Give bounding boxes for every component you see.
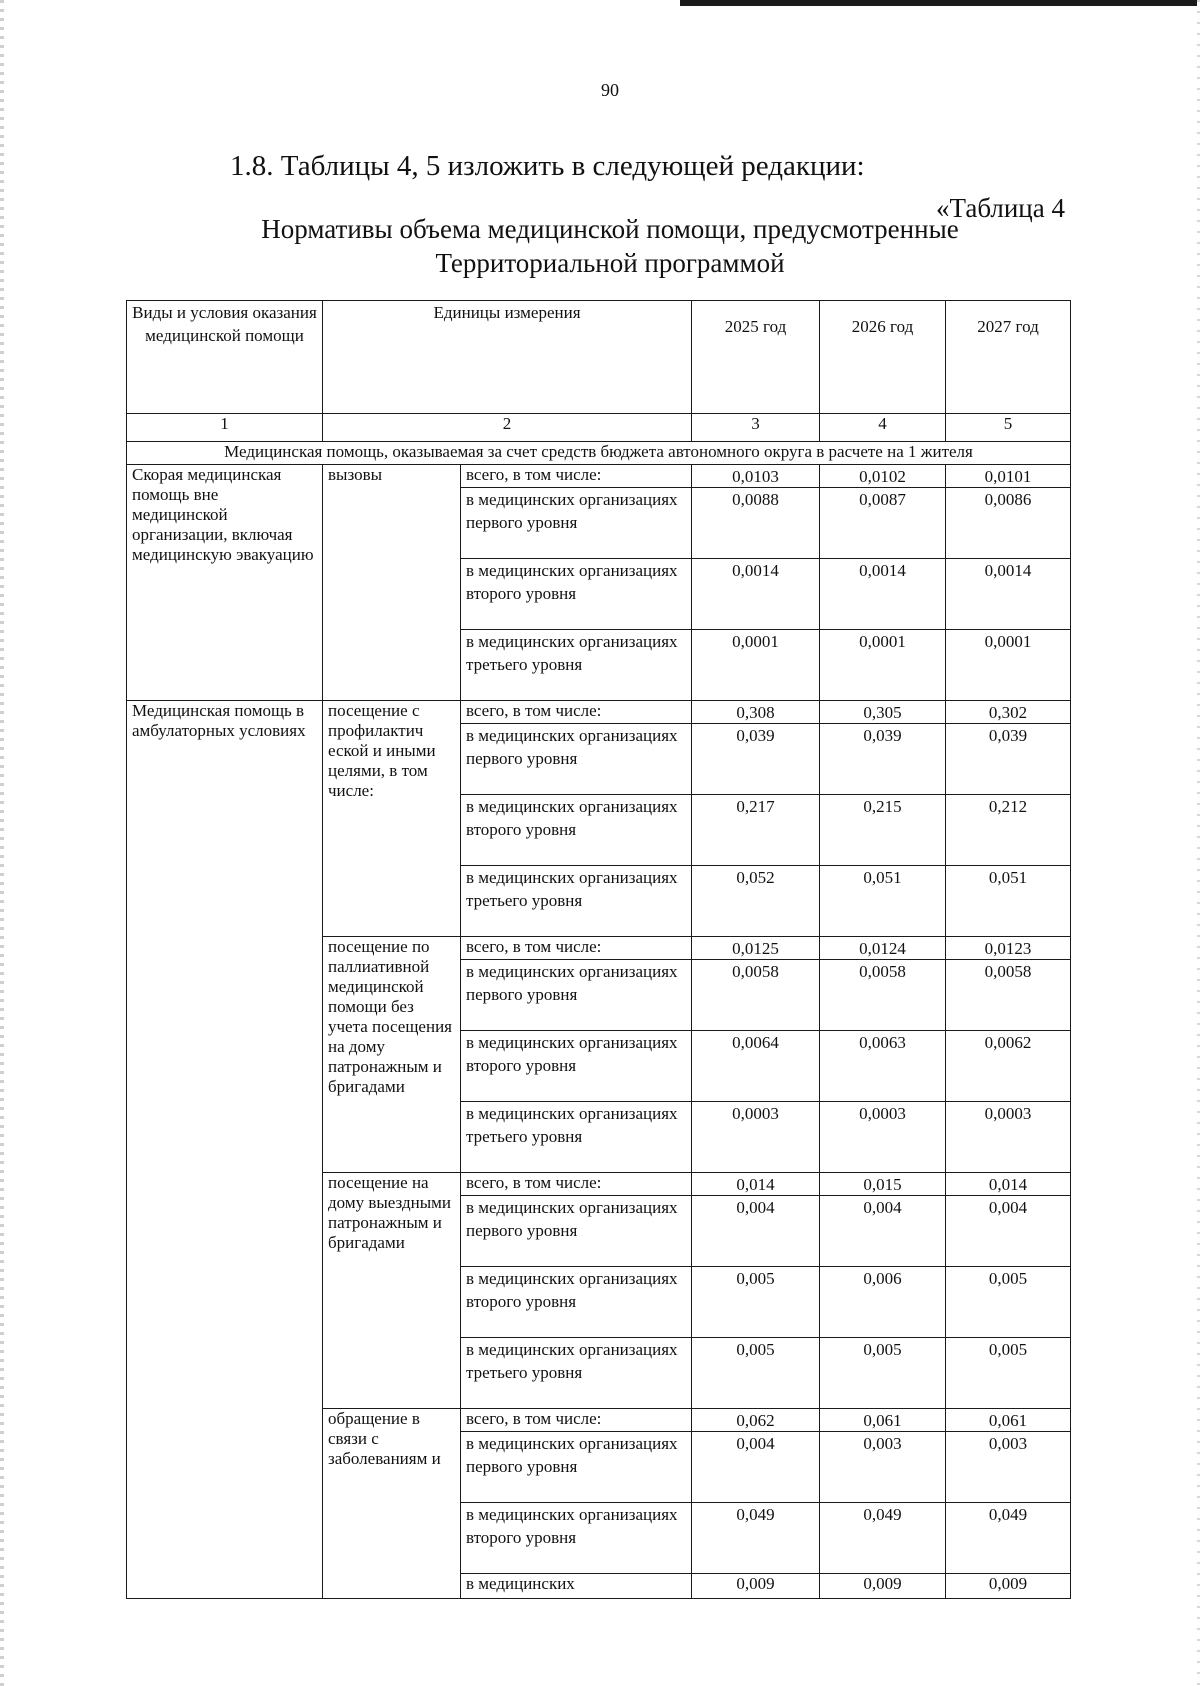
page-number: 90 <box>601 80 619 100</box>
value-2026: 0,005 <box>820 1338 946 1409</box>
value-2026: 0,015 <box>820 1173 946 1196</box>
value-2025: 0,062 <box>692 1409 820 1432</box>
value-2026: 0,0003 <box>820 1102 946 1173</box>
value-2025: 0,004 <box>692 1432 820 1503</box>
value-2025: 0,308 <box>692 701 820 724</box>
unit-cell: вызовы <box>323 465 461 701</box>
value-2025: 0,049 <box>692 1503 820 1574</box>
table-title-line-2: Территориальной программой <box>435 248 785 278</box>
value-2026: 0,0063 <box>820 1031 946 1102</box>
value-2026: 0,061 <box>820 1409 946 1432</box>
value-2025: 0,217 <box>692 795 820 866</box>
level-label: в медицинских организациях второго уровня <box>461 1503 692 1574</box>
value-2027: 0,005 <box>946 1338 1071 1409</box>
care-type-cell: Скорая медицинская помощь вне медицинской организации, включая медицинскую эвакуацию <box>127 465 323 701</box>
value-2027: 0,0001 <box>946 630 1071 701</box>
section-heading: 1.8. Таблицы 4, 5 изложить в следующей редакции: <box>230 150 865 182</box>
value-2025: 0,014 <box>692 1173 820 1196</box>
value-2027: 0,302 <box>946 701 1071 724</box>
value-2027: 0,039 <box>946 724 1071 795</box>
header-unit: Единицы измерения <box>323 301 692 414</box>
level-label: в медицинских организациях третьего уровня <box>461 1338 692 1409</box>
value-2025: 0,005 <box>692 1267 820 1338</box>
value-2026: 0,0087 <box>820 488 946 559</box>
value-2027: 0,0062 <box>946 1031 1071 1102</box>
value-2026: 0,305 <box>820 701 946 724</box>
level-label: всего, в том числе: <box>461 937 692 960</box>
level-label: в медицинских организациях второго уровня <box>461 559 692 630</box>
value-2027: 0,051 <box>946 866 1071 937</box>
value-2026: 0,0124 <box>820 937 946 960</box>
level-label: в медицинских организациях первого уровня <box>461 724 692 795</box>
value-2026: 0,0001 <box>820 630 946 701</box>
table-row <box>127 701 1071 724</box>
column-number-row <box>127 414 1071 442</box>
value-2027: 0,005 <box>946 1267 1071 1338</box>
value-2025: 0,004 <box>692 1196 820 1267</box>
value-2027: 0,003 <box>946 1432 1071 1503</box>
table-header-row <box>127 301 1071 414</box>
value-2027: 0,004 <box>946 1196 1071 1267</box>
level-label: всего, в том числе: <box>461 1173 692 1196</box>
value-2026: 0,039 <box>820 724 946 795</box>
value-2027: 0,0123 <box>946 937 1071 960</box>
value-2025: 0,009 <box>692 1574 820 1599</box>
unit-cell: обращение в связи с заболеваниям и <box>323 1409 461 1599</box>
unit-cell: посещение по паллиативной медицинской помощи без учета посещения на дому патронажным и бригадами <box>323 937 461 1173</box>
value-2027: 0,0101 <box>946 465 1071 488</box>
value-2026: 0,009 <box>820 1574 946 1599</box>
section-row <box>127 442 1071 465</box>
column-number: 2 <box>323 414 692 442</box>
table-title <box>0 212 1200 280</box>
level-label: в медицинских организациях третьего уровня <box>461 1102 692 1173</box>
value-2027: 0,0003 <box>946 1102 1071 1173</box>
level-label: всего, в том числе: <box>461 465 692 488</box>
value-2026: 0,003 <box>820 1432 946 1503</box>
value-2025: 0,0125 <box>692 937 820 960</box>
column-number: 1 <box>127 414 323 442</box>
level-label: в медицинских организациях второго уровня <box>461 1267 692 1338</box>
section-title: Медицинская помощь, оказываемая за счет средств бюджета автономного округа в расчете на 1 жителя <box>127 442 1071 465</box>
level-label: всего, в том числе: <box>461 1409 692 1432</box>
level-label: в медицинских организациях первого уровня <box>461 960 692 1031</box>
header-2027: 2027 год <box>946 301 1071 414</box>
norms-table <box>126 300 1071 1599</box>
level-label: в медицинских <box>461 1574 692 1599</box>
value-2025: 0,0058 <box>692 960 820 1031</box>
value-2025: 0,0103 <box>692 465 820 488</box>
value-2026: 0,006 <box>820 1267 946 1338</box>
value-2026: 0,051 <box>820 866 946 937</box>
value-2027: 0,061 <box>946 1409 1071 1432</box>
level-label: всего, в том числе: <box>461 701 692 724</box>
value-2027: 0,0086 <box>946 488 1071 559</box>
value-2026: 0,0014 <box>820 559 946 630</box>
value-2025: 0,052 <box>692 866 820 937</box>
column-number: 3 <box>692 414 820 442</box>
value-2025: 0,0001 <box>692 630 820 701</box>
value-2025: 0,0064 <box>692 1031 820 1102</box>
column-number: 4 <box>820 414 946 442</box>
value-2025: 0,0014 <box>692 559 820 630</box>
header-care-type: Виды и условия оказания медицинской помощи <box>127 301 323 414</box>
table-row <box>127 465 1071 488</box>
value-2027: 0,0014 <box>946 559 1071 630</box>
value-2027: 0,049 <box>946 1503 1071 1574</box>
unit-cell: посещение с профилактич еской и иными целями, в том числе: <box>323 701 461 937</box>
value-2026: 0,004 <box>820 1196 946 1267</box>
table-label: «Таблица 4 <box>936 193 1065 223</box>
value-2026: 0,0058 <box>820 960 946 1031</box>
level-label: в медицинских организациях первого уровня <box>461 488 692 559</box>
value-2026: 0,049 <box>820 1503 946 1574</box>
header-2025: 2025 год <box>692 301 820 414</box>
column-number: 5 <box>946 414 1071 442</box>
level-label: в медицинских организациях третьего уровня <box>461 866 692 937</box>
value-2027: 0,0058 <box>946 960 1071 1031</box>
value-2025: 0,0003 <box>692 1102 820 1173</box>
care-type-cell: Медицинская помощь в амбулаторных условиях <box>127 701 323 1599</box>
level-label: в медицинских организациях первого уровня <box>461 1196 692 1267</box>
scan-edge-line <box>680 0 1200 6</box>
value-2025: 0,039 <box>692 724 820 795</box>
unit-cell: посещение на дому выездными патронажным и бригадами <box>323 1173 461 1409</box>
value-2027: 0,212 <box>946 795 1071 866</box>
level-label: в медицинских организациях второго уровня <box>461 1031 692 1102</box>
value-2027: 0,014 <box>946 1173 1071 1196</box>
level-label: в медицинских организациях третьего уровня <box>461 630 692 701</box>
value-2025: 0,005 <box>692 1338 820 1409</box>
level-label: в медицинских организациях первого уровня <box>461 1432 692 1503</box>
value-2026: 0,215 <box>820 795 946 866</box>
value-2026: 0,0102 <box>820 465 946 488</box>
table-title-line-1: Нормативы объема медицинской помощи, предусмотренные <box>261 214 959 244</box>
value-2025: 0,0088 <box>692 488 820 559</box>
header-2026: 2026 год <box>820 301 946 414</box>
value-2027: 0,009 <box>946 1574 1071 1599</box>
level-label: в медицинских организациях второго уровня <box>461 795 692 866</box>
